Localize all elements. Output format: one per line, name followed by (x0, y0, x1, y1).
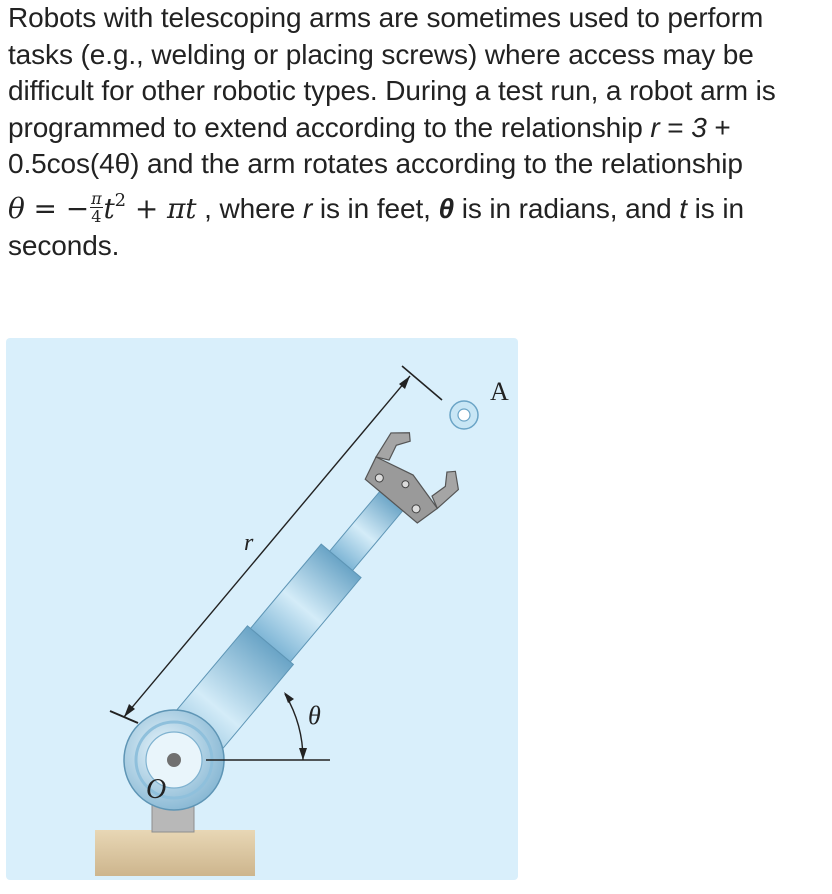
after-equation-text: , where (196, 192, 303, 224)
r-constant: 3 (691, 111, 707, 143)
ground-base (95, 830, 255, 876)
r-equals: = (659, 111, 692, 143)
t-exponent: 2 (114, 189, 127, 211)
r-label: r (244, 530, 254, 556)
r-variable: r (650, 111, 660, 143)
theta-label: θ (308, 701, 321, 730)
tool-roller-inner (458, 409, 470, 421)
fraction-denominator: 4 (91, 206, 102, 226)
origin-point (167, 753, 181, 767)
point-A-label: A (490, 377, 509, 406)
r-variable-2: r (302, 192, 313, 224)
r-expression: + 0.5cos(4θ) (8, 111, 731, 179)
figure-background (6, 338, 518, 880)
pi-over-4-fraction (90, 190, 102, 225)
fraction-numerator: π (91, 188, 102, 208)
t-variable-2: t (679, 192, 687, 224)
t-variable: t (103, 191, 115, 225)
is-in-radians-text: is in radians, and (454, 192, 680, 224)
theta-eq-lhs: θ = − (8, 191, 90, 225)
is-in-seconds-text: is in seconds. (8, 192, 744, 261)
problem-statement (8, 0, 826, 264)
problem-paragraph (8, 0, 826, 264)
origin-O-label: O (146, 774, 167, 805)
mid-text: and the arm rotates according to the relationship (139, 148, 743, 179)
is-in-feet-text: is in feet, (312, 192, 439, 224)
theta-eq-rest: + πt (126, 191, 197, 225)
theta-equation (8, 188, 197, 226)
theta-symbol: θ (438, 192, 455, 224)
problem-intro-text: Robots with telescoping arms are sometimes used to perform tasks (e.g., welding or placing screws) where access may be difficult for other robotic types. During a test run, a robot arm is programmed to extend according to the relationship (8, 2, 776, 143)
robot-arm-figure (6, 338, 518, 880)
